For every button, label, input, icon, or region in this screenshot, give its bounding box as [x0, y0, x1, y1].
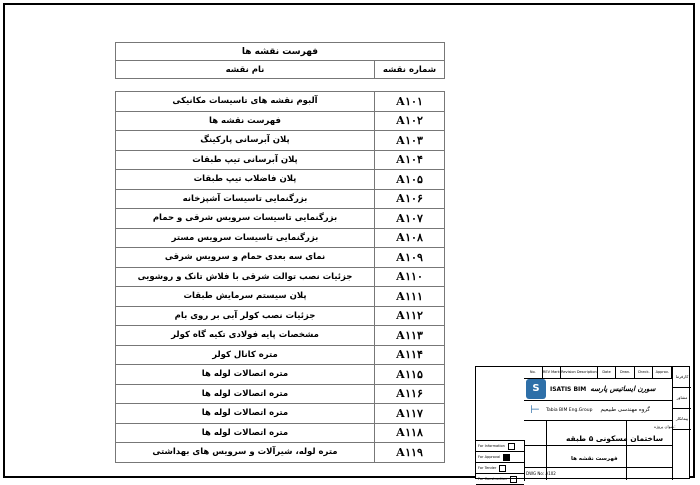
engineering-group-box [524, 400, 672, 421]
sheet-name: پلان آبرسانی تیپ طبقات [116, 150, 375, 170]
sheet-name: جزئیات نصب توالت شرقی با فلاش تانک و روشویی [116, 267, 375, 287]
sheet-number: A۱۰۹ [375, 248, 445, 268]
status-checkbox[interactable] [508, 443, 515, 450]
project-label: عنوان پروژه: [654, 424, 676, 429]
table-title: فهرست نقشه ها [116, 43, 445, 61]
status-checkbox[interactable] [510, 476, 517, 483]
side-label: کارفرما [673, 367, 691, 388]
sheet-name: متره کانال کولر [116, 345, 375, 365]
revision-column-header: Drwn. [616, 367, 635, 378]
engineering-logo-icon: ⊢ [530, 403, 540, 416]
company-name-fa: سورن ایساتیس پارسه [590, 385, 656, 393]
sheet-name: بزرگنمایی تاسیسات سرویس مستر [116, 228, 375, 248]
divider [546, 420, 547, 480]
divider [626, 420, 627, 480]
sheet-name: متره اتصالات لوله ها [116, 365, 375, 385]
sheet-number: A۱۱۲ [375, 306, 445, 326]
sheet-name: بزرگنمایی تاسیسات سرویس شرقی و حمام [116, 209, 375, 229]
sheet-number: A۱۰۲ [375, 111, 445, 131]
revision-column-header: Check. [635, 367, 654, 378]
table-row [116, 170, 445, 190]
status-checkbox[interactable] [503, 454, 510, 461]
side-label: مشاور [673, 388, 691, 409]
status-item [476, 441, 524, 452]
table-title-row [116, 43, 445, 61]
table-row [116, 228, 445, 248]
sheet-name: آلبوم نقشه های تاسیسات مکانیکی [116, 92, 375, 112]
eng-group-fa: گروه مهندسی طبیعیم [600, 407, 651, 413]
sheet-name: متره اتصالات لوله ها [116, 384, 375, 404]
header-sheet-number: شماره نقشه [375, 61, 445, 79]
table-row [116, 248, 445, 268]
revision-column-header: REV Mark [543, 367, 562, 378]
sheet-number: A۱۱۴ [375, 345, 445, 365]
sheet-name: پلان آبرسانی پارکینگ [116, 131, 375, 151]
table-row [116, 384, 445, 404]
sheet-number: A۱۰۵ [375, 170, 445, 190]
table-row [116, 443, 445, 463]
status-label: For Approval [478, 455, 501, 459]
table-row [116, 306, 445, 326]
table-spacer [116, 79, 445, 92]
table-row [116, 423, 445, 443]
status-item [476, 452, 524, 463]
sheet-name: پلان سیستم سرمایش طبقات [116, 287, 375, 307]
table-row [116, 92, 445, 112]
drawing-sheet [3, 3, 695, 481]
sheet-name: پلان فاضلاب تیپ طبقات [116, 170, 375, 190]
table-row [116, 365, 445, 385]
sheet-number: A۱۰۳ [375, 131, 445, 151]
table-row [116, 111, 445, 131]
sheet-number: A۱۰۱ [375, 92, 445, 112]
status-item [476, 463, 524, 474]
project-name: ساختمان مسکونی ۵ طبقه [566, 434, 664, 443]
sheet-number: A۱۱۷ [375, 404, 445, 424]
revision-column-header: Revision Description [561, 367, 598, 378]
title-block [475, 366, 690, 479]
header-sheet-name: نام نقشه [116, 61, 375, 79]
sheet-name: بزرگنمایی تاسیسات آشپزخانه [116, 189, 375, 209]
status-label: For Information [478, 444, 505, 448]
company-name-en: ISATIS BIM [550, 385, 587, 393]
sheet-number: A۱۰۸ [375, 228, 445, 248]
sheet-name: متره اتصالات لوله ها [116, 423, 375, 443]
status-checklist [476, 440, 525, 481]
sheet-name: مشخصات پایه فولادی تکیه گاه کولر [116, 326, 375, 346]
table-header-row [116, 61, 445, 79]
table-row [116, 150, 445, 170]
company-logo-icon: S [526, 379, 546, 399]
table-row [116, 326, 445, 346]
table-row [116, 131, 445, 151]
sheet-number: A۱۰۴ [375, 150, 445, 170]
sheet-name: فهرست نقشه ها [116, 111, 375, 131]
sheet-number: A۱۰۷ [375, 209, 445, 229]
sheet-number: A۱۱۹ [375, 443, 445, 463]
side-label: پیمانکار [673, 409, 691, 430]
table-row [116, 404, 445, 424]
sheet-number: A۱۰۶ [375, 189, 445, 209]
table-row [116, 209, 445, 229]
sheet-number: A۱۱۶ [375, 384, 445, 404]
table-row [116, 189, 445, 209]
status-checkbox[interactable] [499, 465, 506, 472]
status-label: For Tender [478, 466, 497, 470]
status-label: For Construction [478, 477, 507, 481]
dwg-number: DWG No: A102 [526, 471, 556, 476]
revision-column-header: Approv. [653, 367, 672, 378]
sheet-number: A۱۱۵ [375, 365, 445, 385]
drawing-list-table [115, 42, 445, 463]
sheet-number: A۱۱۳ [375, 326, 445, 346]
table-row [116, 345, 445, 365]
sheet-number: A۱۱۸ [375, 423, 445, 443]
sheet-name: نمای سه بعدی حمام و سرویس شرقی [116, 248, 375, 268]
sheet-name: متره اتصالات لوله ها [116, 404, 375, 424]
table-row [116, 287, 445, 307]
drawing-title: فهرست نقشه ها [571, 456, 618, 462]
eng-group-en: Tabia BIM Eng.Group [546, 407, 593, 413]
sheet-name: جزئیات نصب کولر آبی بر روی بام [116, 306, 375, 326]
company-logo-box [524, 378, 672, 401]
sheet-number: A۱۱۰ [375, 267, 445, 287]
revision-column-header: No. [524, 367, 543, 378]
sheet-name: متره لوله، شیرآلات و سرویس های بهداشتی [116, 443, 375, 463]
table-row [116, 267, 445, 287]
revision-column-header: Date [598, 367, 617, 378]
sheet-number: A۱۱۱ [375, 287, 445, 307]
status-item [476, 474, 524, 485]
